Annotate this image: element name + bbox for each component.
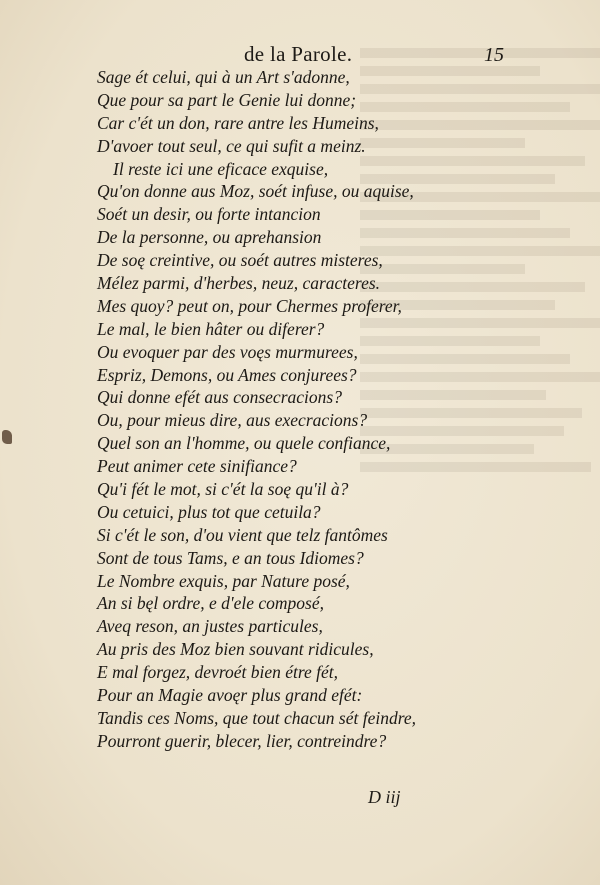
verse-line: Le Nombre exquis, par Nature posé,: [97, 570, 350, 591]
verse-line: Qu'on donne aus Moz, soét infuse, ou aquise,: [97, 181, 414, 202]
verse-line: Qui donne efét aus consecracions?: [97, 387, 342, 408]
verse-line: Ou cetuici, plus tot que cetuila?: [97, 501, 321, 522]
verse-line: Sage ét celui, qui à un Art s'adonne,: [97, 67, 350, 87]
verse-line: Quel son an l'homme, ou quele confiance,: [97, 433, 391, 454]
ink-stain: [2, 430, 12, 444]
verse-line: Peut animer cete sinifiance?: [97, 456, 297, 477]
verse-line: Il reste ici une eficace exquise,: [113, 158, 329, 179]
verse-line: Mes quoy? peut on, pour Chermes proferer,: [97, 295, 402, 316]
verse-line: Tandis ces Noms, que tout chacun sét feindre,: [97, 707, 417, 728]
running-head: de la Parole.: [244, 42, 353, 66]
verse-line: De soę creintive, ou soét autres misteres,: [97, 250, 383, 271]
verse-line: Ou evoquer par des voęs murmurees,: [97, 341, 358, 362]
verse-line: Car c'ét un don, rare antre les Humeins,: [97, 112, 379, 133]
verse-line: Ou, pour mieus dire, aus execracions?: [97, 410, 368, 431]
verse-line: Mélez parmi, d'herbes, neuz, caracteres.: [97, 273, 381, 294]
verse-line: D'avoer tout seul, ce qui sufit a meinz.: [97, 135, 366, 156]
verse-line: Aveq reson, an justes particules,: [97, 616, 323, 637]
verse-line: Qu'i fét le mot, si c'ét la soę qu'il à?: [97, 479, 349, 500]
verse-line: Le mal, le bien hâter ou diferer?: [97, 318, 325, 339]
verse-line: Espriz, Demons, ou Ames conjurees?: [97, 364, 357, 385]
verse-line: E mal forgez, devroét bien étre fét,: [97, 662, 339, 683]
signature-mark: D iij: [368, 787, 401, 807]
verse-line: Si c'ét le son, d'ou vient que telz fantômes: [97, 524, 388, 545]
verse-line: Sont de tous Tams, e an tous Idiomes?: [97, 547, 364, 568]
verse-line: Pour an Magie avoęr plus grand efét:: [97, 685, 363, 706]
verse-line: An si bęl ordre, e d'ele composé,: [97, 593, 324, 614]
verse-line: De la personne, ou aprehansion: [97, 227, 322, 248]
page-number: 15: [484, 44, 504, 66]
verse-line: Que pour sa part le Genie lui donne;: [97, 89, 357, 110]
verse-line: Au pris des Moz bien souvant ridicules,: [97, 639, 374, 660]
verse-line: Soét un desir, ou forte intancion: [97, 204, 321, 225]
verse-block: [97, 66, 537, 753]
verse-line: Pourront guerir, blecer, lier, contreindre?: [97, 730, 387, 751]
